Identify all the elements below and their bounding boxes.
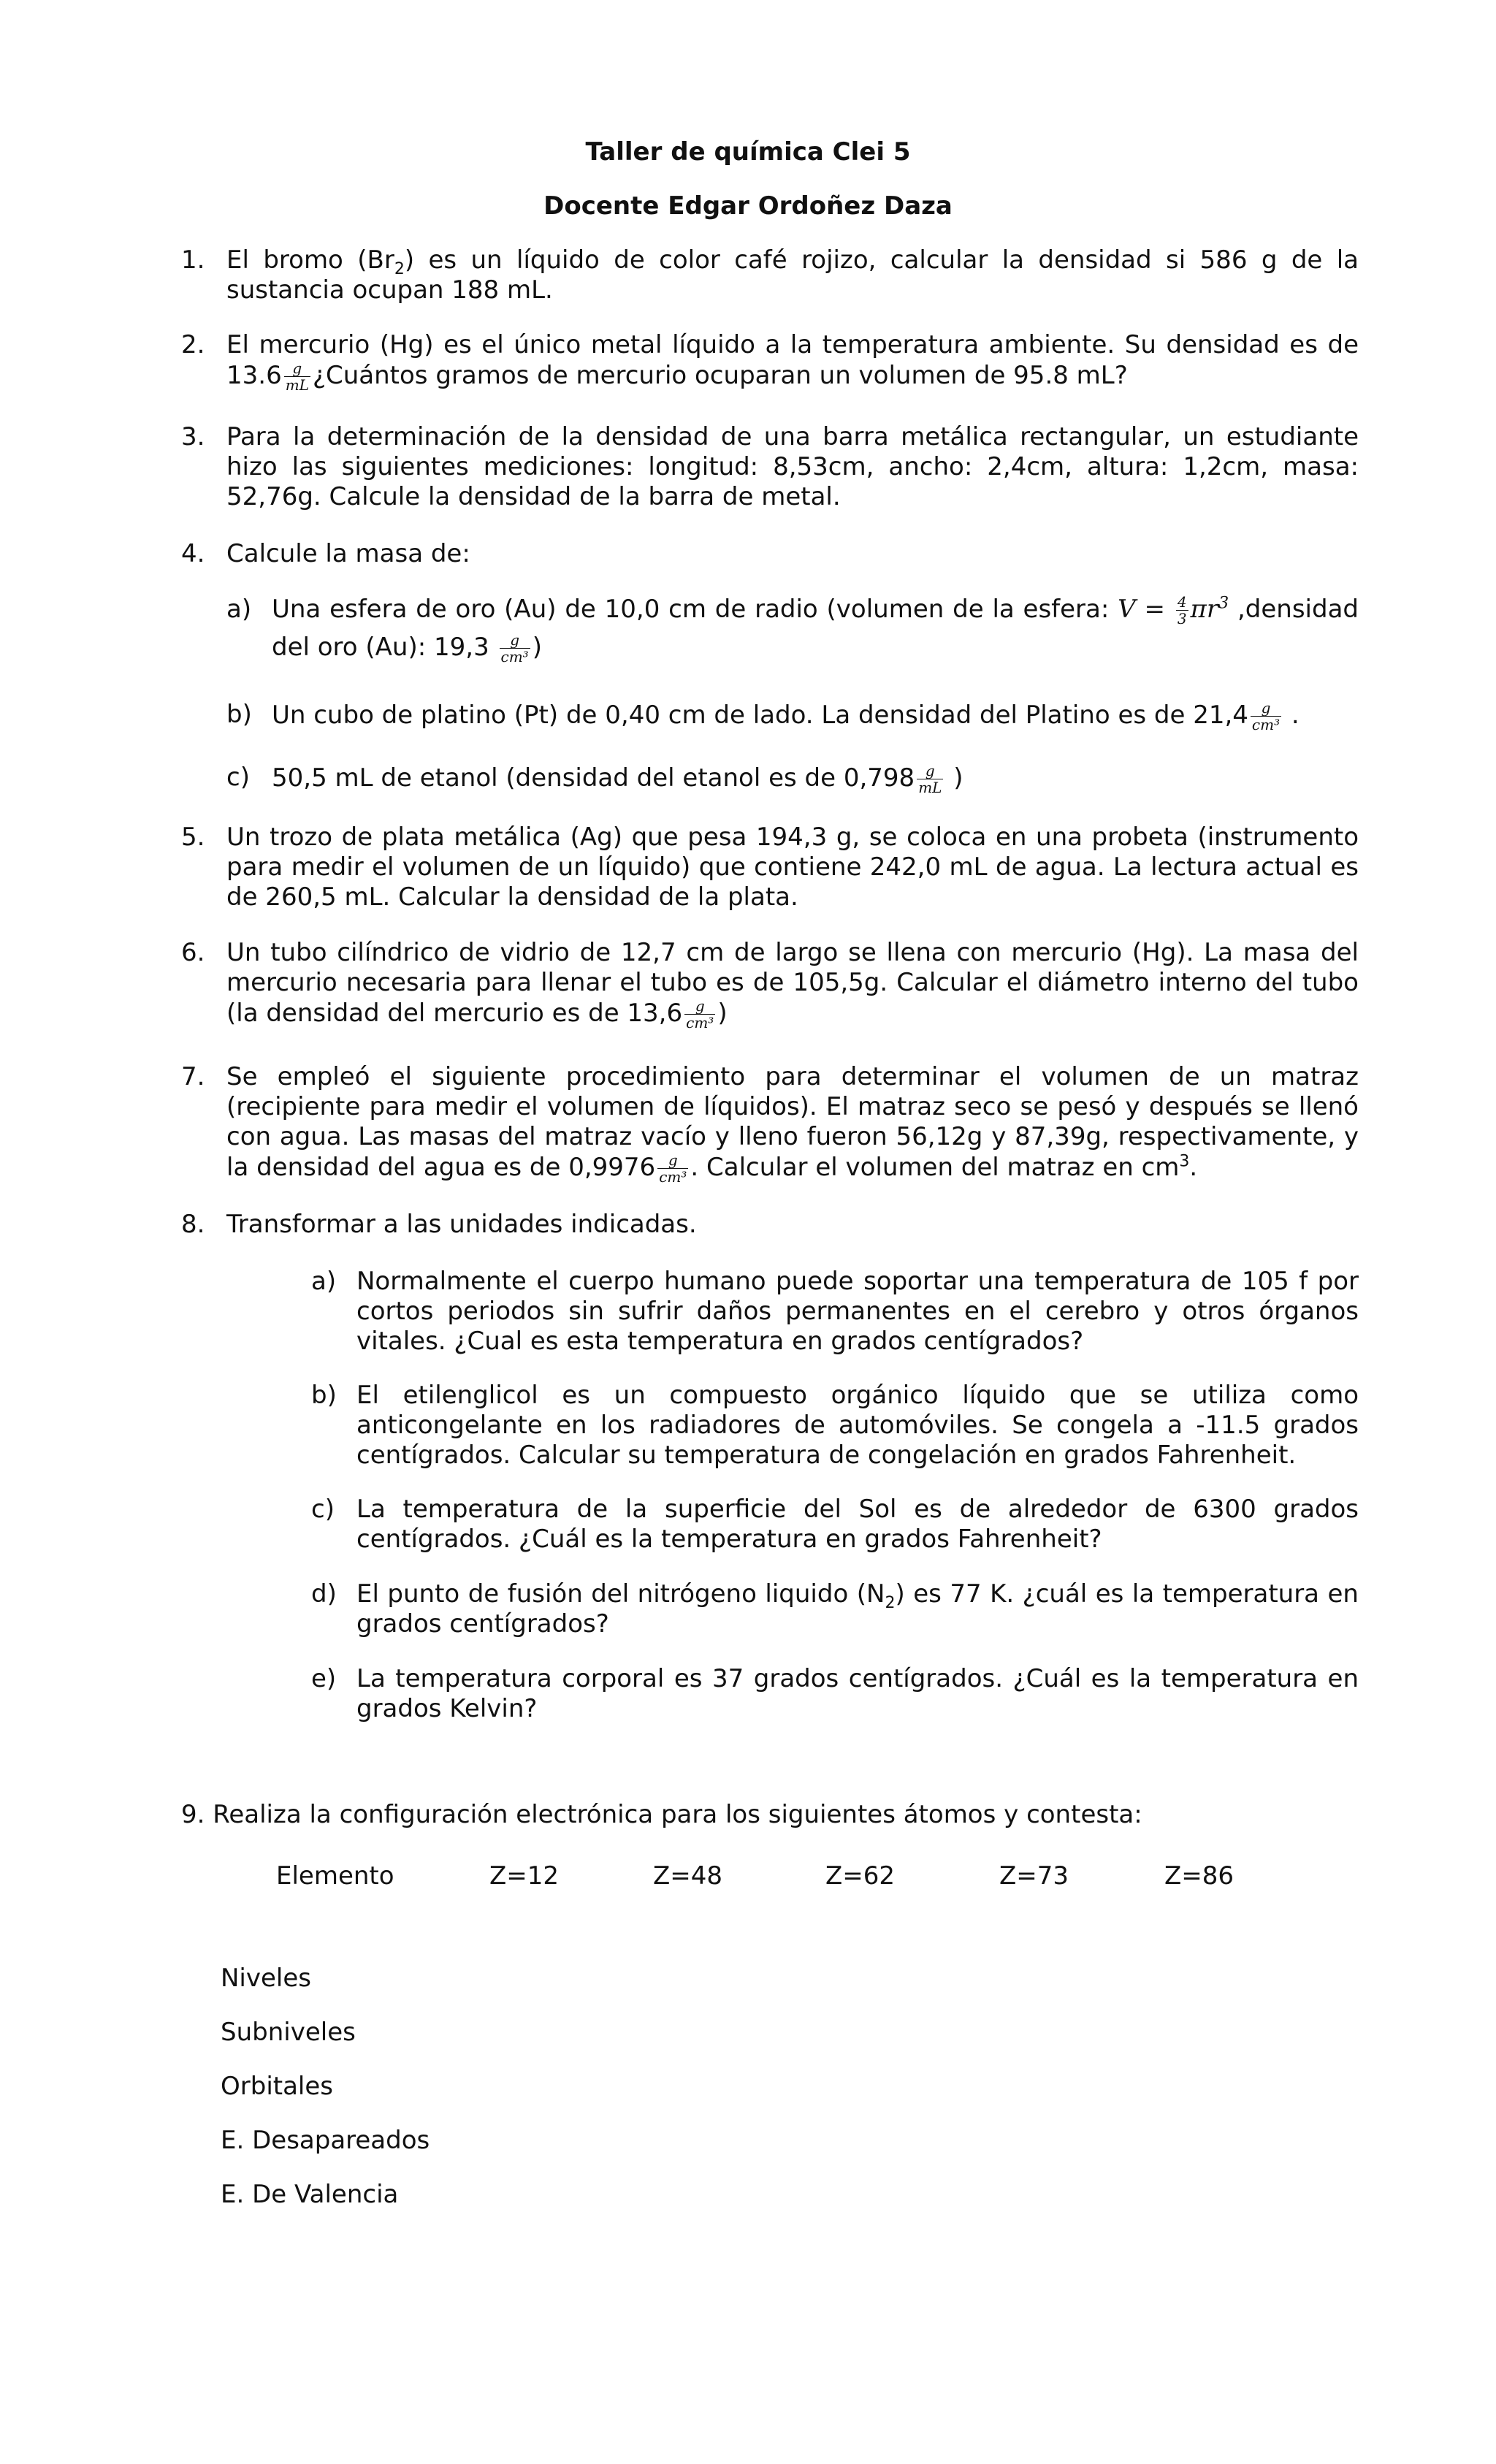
fraction: $\frac{g}{\text{cm³}}$: [1251, 699, 1281, 733]
question-4: [181, 539, 1359, 569]
header-cell: Z=48: [653, 1861, 723, 1891]
question-number: 8.: [181, 1210, 205, 1239]
question-3: [181, 422, 1359, 512]
header-cell: Z=73: [999, 1861, 1069, 1891]
question-text: Un tubo cilíndrico de vidrio de 12,7 cm de largo se llena con mercurio (Hg). La masa del mercurio necesaria para llenar el tubo es de 105,5g. Calcular el diámetro interno del tubo (la densidad del mercurio es de 13,6 $\frac{g}{\text{cm³}}$ ): [226, 938, 1359, 1031]
question-4b: [226, 700, 1359, 733]
fraction: $\frac{g}{\text{cm³}}$: [686, 997, 714, 1031]
item-text: La temperatura de la superficie del Sol es de alrededor de 6300 grados centígrados. ¿Cuál es la temperatura en grados Fahrenheit?: [356, 1495, 1359, 1554]
fraction: $\frac{g}{\text{cm³}}$: [500, 631, 529, 665]
question-number: 7.: [181, 1062, 205, 1091]
question-number: 5.: [181, 823, 205, 852]
question-5: [181, 823, 1359, 912]
header-cell: Z=12: [489, 1861, 560, 1891]
item-label: b): [226, 700, 252, 729]
item-label: d): [311, 1579, 337, 1609]
question-7: [181, 1062, 1359, 1185]
question-2: [181, 330, 1359, 393]
question-6: [181, 938, 1359, 1031]
item-text: La temperatura corporal es 37 grados centígrados. ¿Cuál es la temperatura en grados Kelvin?: [356, 1664, 1359, 1723]
question-number: 4.: [181, 539, 205, 568]
question-number: 2.: [181, 330, 205, 359]
fraction: $\frac{g}{mL}$: [285, 359, 309, 394]
row-label: Subniveles: [221, 2018, 356, 2047]
document-subtitle: Docente Edgar Ordoñez Daza: [543, 191, 953, 221]
item-text: Normalmente el cuerpo humano puede soportar una temperatura de 105 f por cortos periodos sin sufrir daños permanentes en el cerebro y otros órganos vitales. ¿Cual es esta temperatura en grados centígrados?: [356, 1267, 1359, 1356]
question-text: Transformar a las unidades indicadas.: [226, 1210, 697, 1239]
question-text: El mercurio (Hg) es el único metal líquido a la temperatura ambiente. Su densidad es de 13.6 $\frac{g}{mL}$ ¿Cuántos gramos de mercurio ocuparan un volumen de 95.8 mL?: [226, 330, 1359, 394]
question-8d: [311, 1579, 1359, 1639]
item-label: a): [311, 1267, 337, 1296]
item-text: 50,5 mL de etanol (densidad del etanol es de 0,798 $\frac{g}{mL}$ ): [272, 762, 963, 796]
item-label: b): [311, 1381, 337, 1410]
item-text: El punto de fusión del nitrógeno liquido $(N_2)$ es 77 K. ¿cuál es la temperatura en grados centígrados?: [356, 1579, 1359, 1639]
question-8b: [311, 1381, 1359, 1471]
question-4c: [226, 763, 1359, 796]
fraction: $\frac{g}{mL}$: [918, 762, 942, 796]
question-text: Un trozo de plata metálica (Ag) que pesa 194,3 g, se coloca en una probeta (instrumento para medir el volumen de un líquido) que contiene 242,0 mL de agua. La lectura actual es de 260,5 mL. Calcular la densidad de la plata.: [226, 823, 1359, 912]
question-text: El bromo $(Br_2)$ es un líquido de color café rojizo, calcular la densidad si 586 g de la sustancia ocupan 188 mL.: [226, 245, 1359, 305]
row-label: Niveles: [221, 1964, 311, 1993]
question-8a: [311, 1267, 1359, 1357]
question-4a: [226, 595, 1359, 666]
fraction: $\frac{4}{3}$: [1177, 593, 1187, 628]
question-8e: [311, 1664, 1359, 1724]
item-text: Un cubo de platino (Pt) de 0,40 cm de lado. La densidad del Platino es de 21,4 $\frac{g}{\text{cm³}}$ .: [272, 699, 1300, 733]
fraction: $\frac{g}{\text{cm³}}$: [659, 1151, 687, 1186]
question-number: 6.: [181, 938, 205, 967]
question-number: 3.: [181, 422, 205, 451]
item-text: Una esfera de oro (Au) de 10,0 cm de radio (volumen de la esfera: V = $\frac{4}{3}$ $\pi r^3$ ,densidad del oro (Au): 19,3 $\frac{g}{\text{cm³}}$ ): [272, 593, 1359, 665]
question-9: 9. Realiza la configuración electrónica para los siguientes átomos y contesta:: [181, 1800, 1142, 1829]
question-number: 1.: [181, 245, 205, 275]
question-8: [181, 1210, 1359, 1240]
row-label: Orbitales: [221, 2072, 334, 2101]
item-label: c): [311, 1495, 335, 1524]
item-label: e): [311, 1664, 337, 1693]
question-8c: [311, 1495, 1359, 1555]
document-title: Taller de química Clei 5: [585, 137, 911, 167]
row-label: E. Desapareados: [221, 2126, 430, 2155]
row-label: E. De Valencia: [221, 2180, 399, 2209]
question-text: Calcule la masa de:: [226, 539, 470, 568]
item-label: a): [226, 595, 252, 624]
header-cell: Z=86: [1164, 1861, 1234, 1891]
header-cell: Z=62: [825, 1861, 896, 1891]
item-text: El etilenglicol es un compuesto orgánico líquido que se utiliza como anticongelante en los radiadores de automóviles. Se congela a -11.5 grados centígrados. Calcular su temperatura de congelación en grados Fahrenheit.: [356, 1381, 1359, 1470]
item-label: c): [226, 763, 250, 792]
question-text: Para la determinación de la densidad de una barra metálica rectangular, un estudiante hizo las siguientes mediciones: longitud: 8,53cm, ancho: 2,4cm, altura: 1,2cm, masa: 52,76g. Calcule la densidad de la barra de metal.: [226, 422, 1359, 511]
question-text: Se empleó el siguiente procedimiento para determinar el volumen de un matraz (recipiente para medir el volumen de líquidos). El matraz seco se pesó y después se llenó con agua. Las masas del matraz vacío y lleno fueron 56,12g y 87,39g, respectivamente, y la densidad del agua es de 0,9976 $\frac{g}{\text{cm³}}$ . Calcular el volumen del matraz en $cm^3$.: [226, 1062, 1359, 1186]
question-1: [181, 245, 1359, 305]
header-cell: Elemento: [276, 1861, 394, 1891]
